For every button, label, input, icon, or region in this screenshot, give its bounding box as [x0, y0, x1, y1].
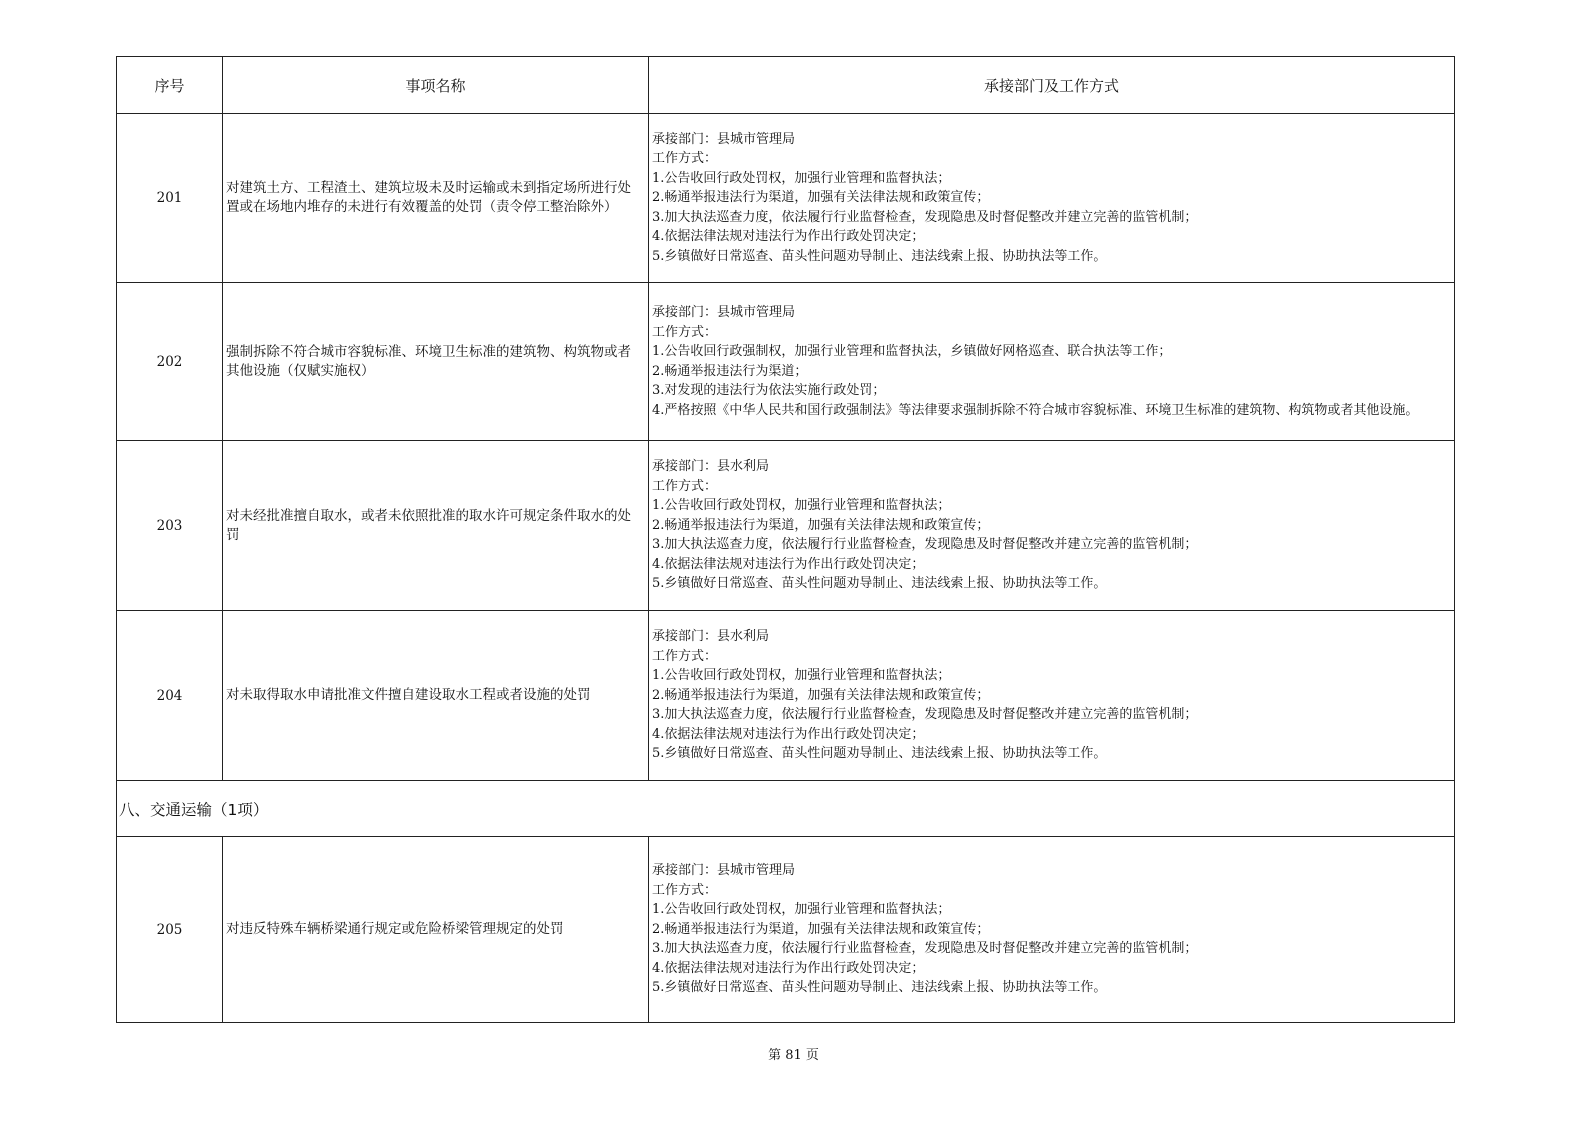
header-row: [117, 57, 1455, 114]
row-department-method: [649, 283, 1455, 441]
table-row: [117, 441, 1455, 611]
dept-line: 5.乡镇做好日常巡查、苗头性问题劝导制止、违法线索上报、协助执法等工作。: [652, 248, 1107, 264]
dept-line: 3.加大执法巡查力度，依法履行行业监督检查，发现隐患及时督促整改并建立完善的监管机制；: [652, 941, 1198, 957]
dept-line: 2.畅通举报违法行为渠道，加强有关法律法规和政策宣传；: [652, 687, 990, 703]
dept-line: 3.对发现的违法行为依法实施行政处罚；: [652, 383, 886, 398]
row-department-method: [649, 837, 1455, 1023]
dept-line: 工作方式：: [652, 648, 718, 664]
dept-line: 1.公告收回行政处罚权，加强行业管理和监督执法；: [652, 902, 951, 918]
dept-line: 承接部门：县城市管理局: [652, 305, 796, 320]
row-serial-number: 201: [117, 114, 223, 283]
dept-line: 5.乡镇做好日常巡查、苗头性问题劝导制止、违法线索上报、协助执法等工作。: [652, 746, 1107, 762]
dept-line: 承接部门：县城市管理局: [652, 863, 796, 879]
dept-line: 承接部门：县水利局: [652, 459, 770, 475]
dept-line: 4.依据法律法规对违法行为作出行政处罚决定；: [652, 960, 925, 976]
table-row: [117, 611, 1455, 781]
dept-line: 3.加大执法巡查力度，依法履行行业监督检查，发现隐患及时督促整改并建立完善的监管机制；: [652, 537, 1198, 553]
dept-line: 承接部门：县城市管理局: [652, 131, 796, 147]
dept-line: 4.依据法律法规对违法行为作出行政处罚决定；: [652, 726, 925, 742]
section-row: [117, 781, 1455, 837]
dept-line: 5.乡镇做好日常巡查、苗头性问题劝导制止、违法线索上报、协助执法等工作。: [652, 576, 1107, 592]
dept-line: 工作方式：: [652, 478, 718, 494]
matters-table: [116, 56, 1455, 1023]
row-serial-number: 203: [117, 441, 223, 611]
row-serial-number: 205: [117, 837, 223, 1023]
dept-line: 5.乡镇做好日常巡查、苗头性问题劝导制止、违法线索上报、协助执法等工作。: [652, 980, 1107, 996]
row-serial-number: 202: [117, 283, 223, 441]
row-item-name: 对未经批准擅自取水，或者未依照批准的取水许可规定条件取水的处罚: [223, 441, 649, 611]
header-serial-number: 序号: [117, 57, 223, 114]
table-row: [117, 114, 1455, 283]
table-row: [117, 837, 1455, 1023]
header-department-method: 承接部门及工作方式: [649, 57, 1455, 114]
dept-line: 4.依据法律法规对违法行为作出行政处罚决定；: [652, 229, 925, 245]
dept-line: 1.公告收回行政处罚权，加强行业管理和监督执法；: [652, 668, 951, 684]
dept-line: 1.公告收回行政强制权，加强行业管理和监督执法，乡镇做好网格巡查、联合执法等工作；: [652, 344, 1172, 359]
row-item-name: 对违反特殊车辆桥梁通行规定或危险桥梁管理规定的处罚: [223, 837, 649, 1023]
header-item-name: 事项名称: [223, 57, 649, 114]
dept-line: 4.严格按照《中华人民共和国行政强制法》等法律要求强制拆除不符合城市容貌标准、环境卫生标准的建筑物、构筑物或者其他设施。: [652, 402, 1419, 418]
row-department-method: [649, 611, 1455, 781]
row-item-name: 对未取得取水申请批准文件擅自建设取水工程或者设施的处罚: [223, 611, 649, 781]
dept-line: 4.依据法律法规对违法行为作出行政处罚决定；: [652, 556, 925, 572]
dept-line: 2.畅通举报违法行为渠道，加强有关法律法规和政策宣传；: [652, 190, 990, 206]
dept-line: 1.公告收回行政处罚权，加强行业管理和监督执法；: [652, 170, 951, 186]
dept-line: 3.加大执法巡查力度，依法履行行业监督检查，发现隐患及时督促整改并建立完善的监管机制；: [652, 707, 1198, 723]
matters-table-container: [116, 56, 1454, 1023]
dept-line: 2.畅通举报违法行为渠道，加强有关法律法规和政策宣传；: [652, 921, 990, 937]
page-number: 第 81 页: [768, 1048, 819, 1063]
row-serial-number: 204: [117, 611, 223, 781]
row-item-name: 对建筑土方、工程渣土、建筑垃圾未及时运输或未到指定场所进行处置或在场地内堆存的未进行有效覆盖的处罚（责令停工整治除外）: [223, 114, 649, 283]
dept-line: 2.畅通举报违法行为渠道；: [652, 363, 808, 379]
dept-line: 工作方式：: [652, 324, 718, 340]
dept-line: 工作方式：: [652, 151, 718, 167]
table-row: [117, 283, 1455, 441]
dept-line: 3.加大执法巡查力度，依法履行行业监督检查，发现隐患及时督促整改并建立完善的监管机制；: [652, 209, 1198, 225]
row-department-method: [649, 441, 1455, 611]
row-department-method: [649, 114, 1455, 283]
dept-line: 2.畅通举报违法行为渠道，加强有关法律法规和政策宣传；: [652, 517, 990, 533]
row-item-name: 强制拆除不符合城市容貌标准、环境卫生标准的建筑物、构筑物或者其他设施（仅赋实施权）: [223, 283, 649, 441]
dept-line: 工作方式：: [652, 882, 718, 898]
section-heading: 八、交通运输（1项）: [117, 781, 1455, 837]
dept-line: 1.公告收回行政处罚权，加强行业管理和监督执法；: [652, 498, 951, 514]
dept-line: 承接部门：县水利局: [652, 629, 770, 645]
